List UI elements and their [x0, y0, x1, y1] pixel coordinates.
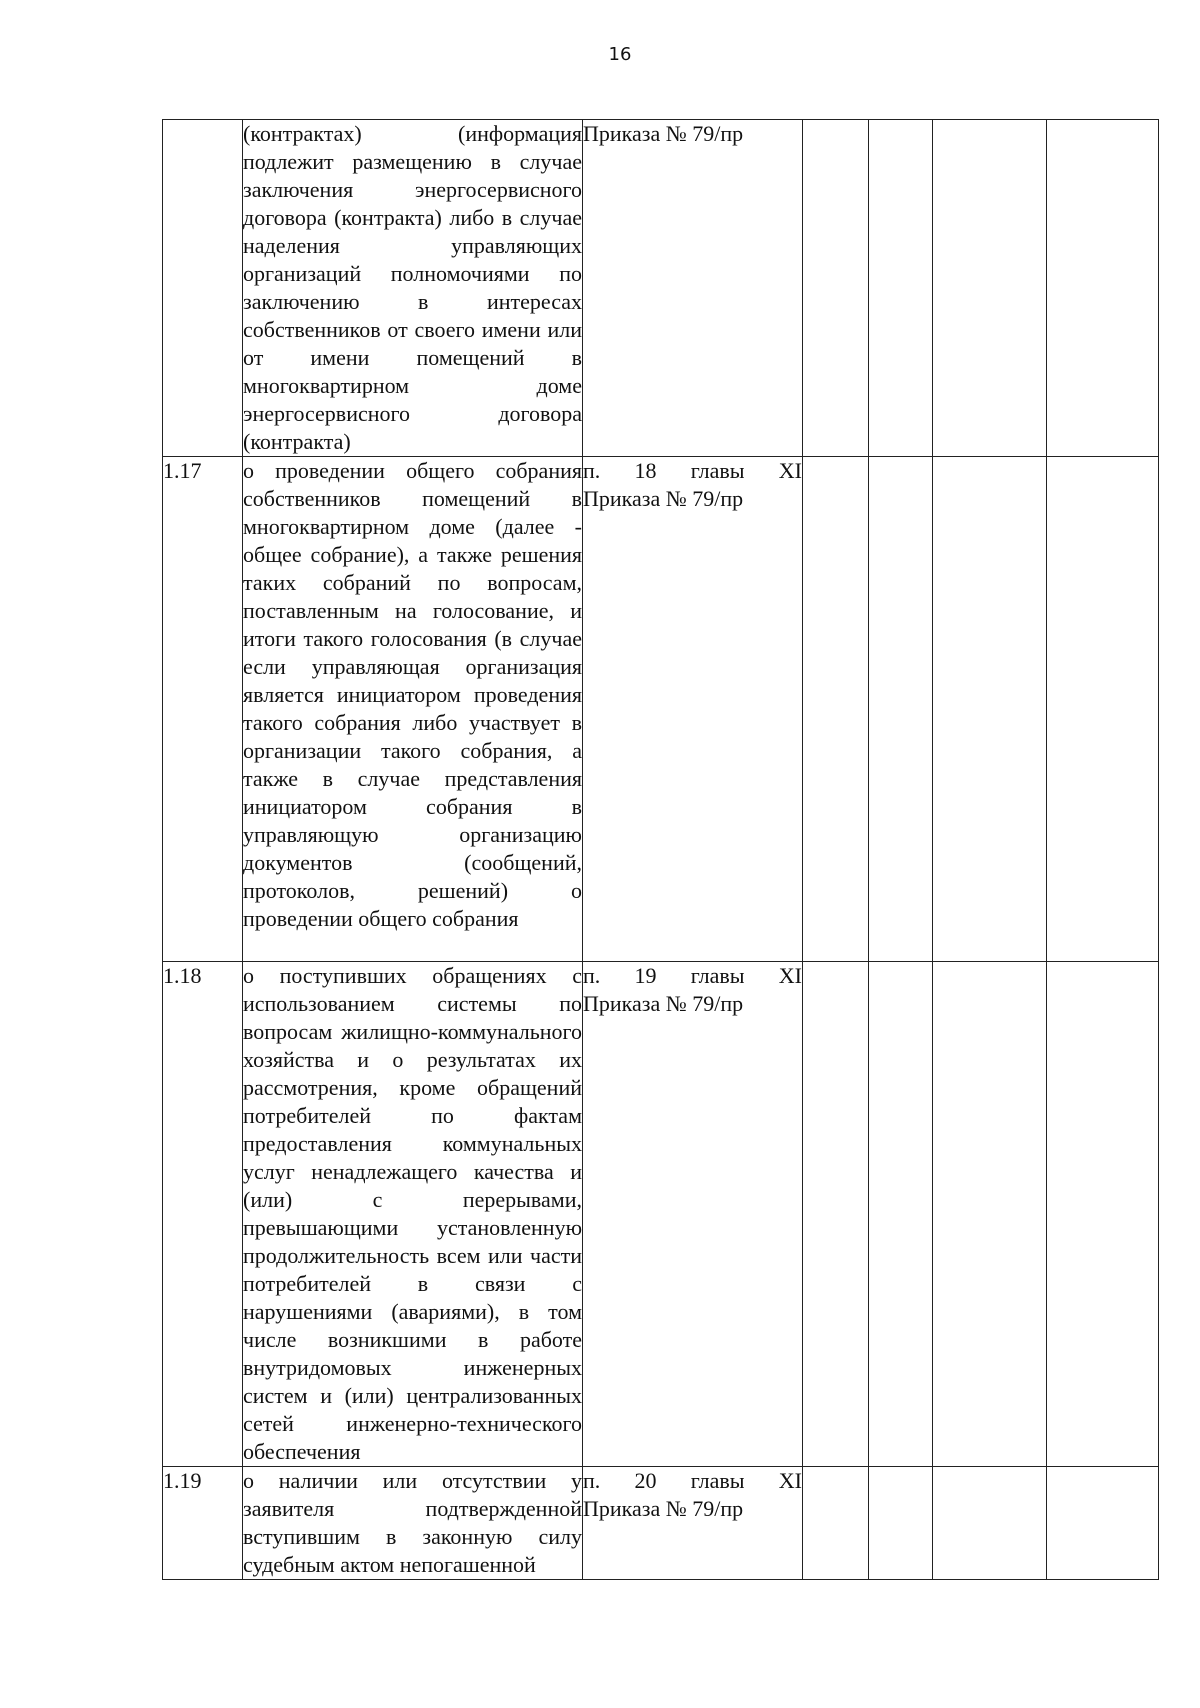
- empty-cell: [869, 1467, 933, 1580]
- reference-line: п. 19 главы XI: [583, 963, 802, 988]
- reference-line: Приказа № 79/пр: [583, 121, 744, 146]
- empty-cell: [1047, 1467, 1159, 1580]
- item-reference-cell: [583, 1467, 803, 1580]
- empty-cell: [869, 962, 933, 1467]
- empty-cell: [1047, 962, 1159, 1467]
- item-number-cell: 1.18: [163, 962, 243, 1467]
- reference-line: Приказа № 79/пр: [583, 1496, 744, 1521]
- item-reference-cell: [583, 962, 803, 1467]
- empty-cell: [803, 457, 869, 962]
- item-number-cell: 1.19: [163, 1467, 243, 1580]
- empty-cell: [933, 1467, 1047, 1580]
- table-row: [163, 962, 1159, 1467]
- empty-cell: [1047, 120, 1159, 457]
- item-description-cell: о проведении общего собрания собственников помещений в многоквартирном доме (далее - общее собрание), а также решения таких собраний по вопросам, поставленным на голосование, и итоги такого голосования (в случае если управляющая организация является инициатором проведения такого собрания либо участвует в организации такого собрания, а также в случае представления инициатором собрания в управляющую организацию документов (сообщений, протоколов, решений) о проведении общего собрания: [243, 457, 583, 962]
- item-reference-cell: [583, 457, 803, 962]
- item-description-cell: о наличии или отсутствии у заявителя подтвержденной вступившим в законную силу судебным актом непогашенной: [243, 1467, 583, 1580]
- empty-cell: [803, 1467, 869, 1580]
- item-description-cell: о поступивших обращениях с использованием системы по вопросам жилищно-коммунального хозяйства и о результатах их рассмотрения, кроме обращений потребителей по фактам предоставления коммунальных услуг ненадлежащего качества и (или) с перерывами, превышающими установленную продолжительность всем или части потребителей в связи с нарушениями (авариями), в том числе возникшими в работе внутридомовых инженерных систем и (или) централизованных сетей инженерно-технического обеспечения: [243, 962, 583, 1467]
- page-number: 16: [608, 44, 632, 65]
- item-number-cell: [163, 120, 243, 457]
- empty-cell: [869, 120, 933, 457]
- empty-cell: [933, 962, 1047, 1467]
- reference-line: п. 20 главы XI: [583, 1468, 802, 1493]
- item-reference-cell: [583, 120, 803, 457]
- empty-cell: [933, 457, 1047, 962]
- reference-line: Приказа № 79/пр: [583, 486, 744, 511]
- empty-cell: [803, 962, 869, 1467]
- empty-cell: [933, 120, 1047, 457]
- item-number-cell: 1.17: [163, 457, 243, 962]
- reference-line: Приказа № 79/пр: [583, 991, 744, 1016]
- reference-line: п. 18 главы XI: [583, 458, 802, 483]
- table-row: [163, 120, 1159, 457]
- document-table: [162, 119, 1159, 1580]
- table-row: [163, 1467, 1159, 1580]
- table-row: [163, 457, 1159, 962]
- empty-cell: [1047, 457, 1159, 962]
- item-description-cell: (контрактах) (информация подлежит размещению в случае заключения энергосервисного договора (контракта) либо в случае наделения управляющих организаций полномочиями по заключению в интересах собственников от своего имени или от имени помещений в многоквартирном доме энергосервисного договора (контракта): [243, 120, 583, 457]
- empty-cell: [803, 120, 869, 457]
- empty-cell: [869, 457, 933, 962]
